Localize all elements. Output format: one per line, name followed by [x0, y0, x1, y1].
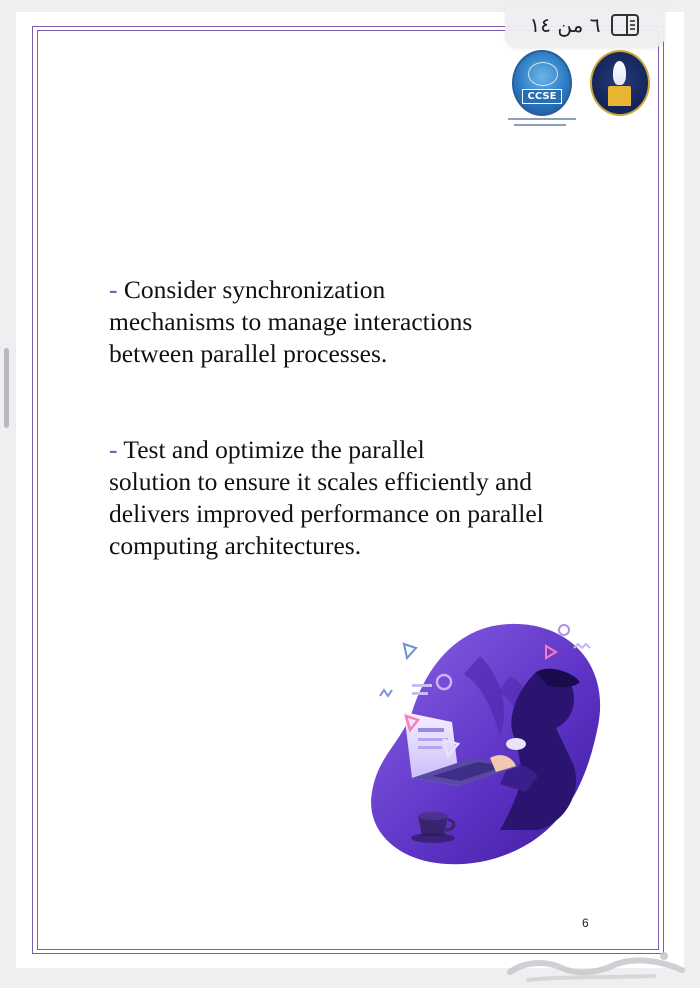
page-indicator-text: ٦ من ١٤ — [529, 13, 601, 37]
paragraph-line: between parallel processes. — [109, 339, 388, 368]
person-at-laptop-illustration — [360, 616, 610, 868]
bullet-dash: - — [109, 275, 118, 304]
bullet-dash: - — [109, 435, 118, 464]
paragraph-line: mechanisms to manage interactions — [109, 307, 473, 336]
paragraph-line: delivers improved performance on parallel — [109, 499, 544, 528]
torch-tower — [608, 86, 631, 106]
haraj-watermark — [504, 944, 690, 984]
college-logo-text: CCSE — [522, 89, 562, 104]
mouse — [506, 738, 526, 750]
paragraph-line: computing architectures. — [109, 531, 362, 560]
globe-ring — [528, 62, 558, 86]
bullet-paragraph — [109, 274, 609, 370]
paragraph-line: solution to ensure it scales efficiently and — [109, 467, 533, 496]
paragraph-line: Consider synchronization — [123, 275, 386, 304]
page-number: 6 — [582, 916, 589, 930]
college-logo — [512, 50, 572, 116]
background-blob — [371, 624, 600, 864]
sidebar-panel-icon[interactable] — [610, 13, 640, 37]
page-indicator[interactable] — [505, 2, 665, 48]
college-logo-caption — [504, 116, 580, 130]
university-emblem-icon — [590, 50, 650, 116]
paragraph-line: Test and optimize the parallel — [123, 435, 425, 464]
torch-flame — [613, 61, 626, 85]
bullet-paragraph — [109, 434, 609, 562]
scrollbar-handle[interactable] — [4, 348, 9, 428]
